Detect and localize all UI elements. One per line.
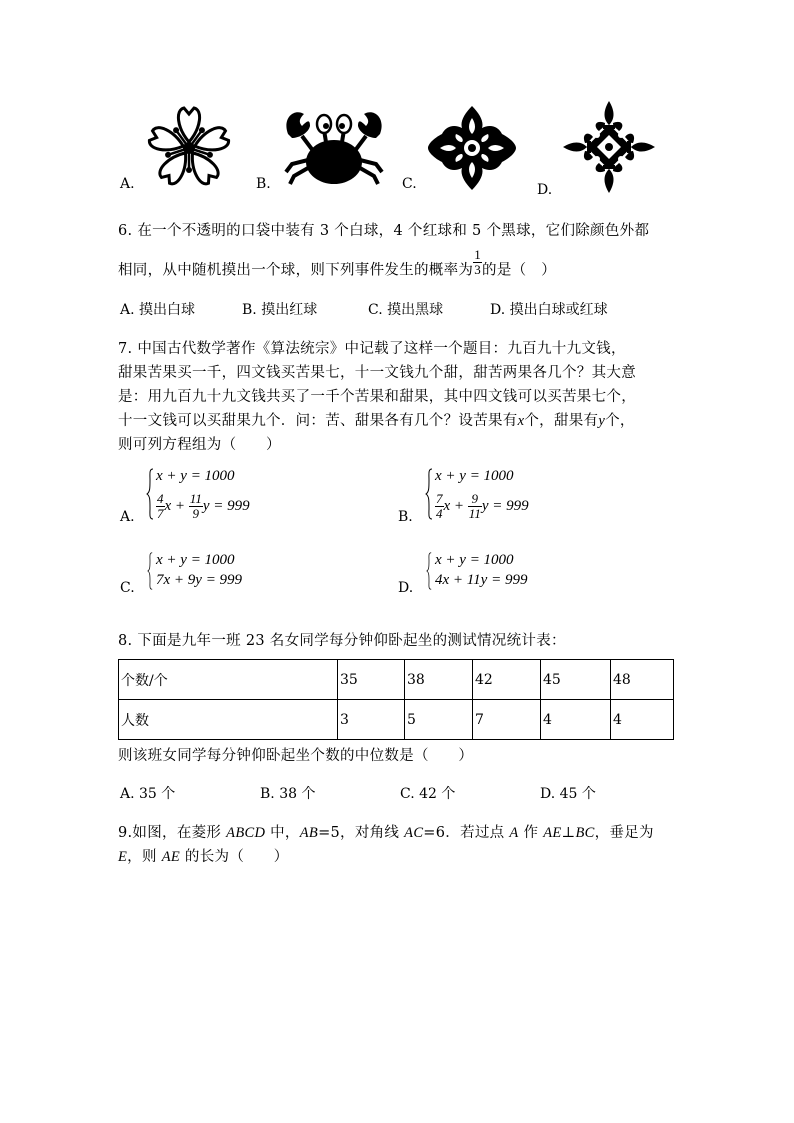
q7-b-frac1-den: 4: [436, 506, 443, 521]
q7-var-y: y: [598, 413, 606, 429]
q7-a-eq2: [156, 492, 250, 521]
q6-option-d: D. 摸出白球或红球: [490, 302, 608, 318]
table-cell: 3: [338, 700, 405, 740]
q7-d-eq2: 4x + 11y = 999: [435, 572, 528, 588]
table-row: [119, 660, 674, 700]
q6-option-b: B. 摸出红球: [242, 302, 318, 318]
q7-b-eq1: x + y = 1000: [435, 468, 514, 484]
q8-option-d: D. 45 个: [540, 786, 596, 802]
q9-ae: AE: [543, 825, 562, 841]
brace-icon: [146, 552, 154, 590]
q6-frac-num: 1: [474, 247, 482, 262]
q7-line2: 甜果苦果买一千，四文钱买苦果七，十一文钱九个甜，甜苦两果各几个？其大意: [118, 365, 636, 381]
q5-option-b-label: B.: [256, 176, 271, 192]
q7-line4-a: 十一文钱可以买甜果九个．问：苦、甜果各有几个？设苦果有: [118, 413, 518, 429]
crab-icon: [282, 106, 386, 188]
q8-question: 则该班女同学每分钟仰卧起坐个数的中位数是（ ）: [118, 748, 474, 764]
brace-icon: [146, 468, 154, 520]
q9-e: E: [118, 849, 128, 865]
q9-text: 9.如图，在菱形: [118, 825, 227, 841]
q9-perp: ⊥: [561, 825, 576, 841]
q9-text: =5，对角线: [318, 825, 405, 841]
q7-option-c-label: C.: [120, 580, 135, 596]
q9-ab: AB: [299, 825, 319, 841]
table-cell: 48: [611, 660, 674, 700]
q7-a-eq1: x + y = 1000: [156, 468, 235, 484]
q7-option-d-label: D.: [398, 580, 414, 596]
q9-text: 的长为（ ）: [180, 849, 289, 865]
q6-line1: 6. 在一个不透明的口袋中装有 3 个白球，4 个红球和 5 个黑球，它们除颜色外都: [118, 223, 650, 239]
q6-probability-fraction: [473, 248, 482, 277]
q6-line2-before: 相同，从中随机摸出一个球，则下列事件发生的概率为: [118, 262, 474, 279]
q6-option-a: A. 摸出白球: [120, 302, 196, 318]
ornament-pattern-icon: [426, 104, 518, 192]
q7-a-frac1: [156, 492, 165, 521]
q7-a-frac1-num: 4: [157, 491, 164, 506]
q7-var-x: x: [517, 413, 525, 429]
q8-stat-table: [118, 659, 674, 740]
q7-a-frac2: [189, 492, 203, 521]
q5-option-c-label: C.: [402, 176, 417, 192]
q7-b-eq2: [435, 492, 529, 521]
table-cell: 4: [611, 700, 674, 740]
q7-option-c-system: [146, 552, 256, 592]
q7-b-frac2-den: 11: [468, 506, 481, 521]
table-cell: 38: [405, 660, 473, 700]
q7-d-eq1: x + y = 1000: [435, 552, 514, 568]
table-cell: 35: [338, 660, 405, 700]
q6-option-c: C. 摸出黑球: [368, 302, 444, 318]
q9-abcd: ABCD: [226, 825, 266, 841]
brace-icon: [425, 468, 433, 520]
q7-line3: 是：用九百九十九文钱共买了一千个苦果和甜果，其中四文钱可以买苦果七个，: [118, 389, 636, 405]
q7-b-frac1: [435, 492, 444, 521]
q9-text: ，则: [127, 849, 162, 865]
table-cell: 人数: [119, 700, 338, 740]
q7-line1: 7. 中国古代数学著作《算法统宗》中记载了这样一个题目：九百九十九文钱，: [118, 341, 626, 357]
q6-line2-after: 的是（ ）: [482, 262, 557, 279]
q8-option-b: B. 38 个: [260, 786, 316, 802]
q7-option-b-label: B.: [398, 509, 413, 525]
q9-text: ，垂足为: [594, 825, 654, 841]
fleur-de-lis-cross-icon: [562, 100, 656, 194]
table-cell: 4: [541, 700, 611, 740]
q9-a: A: [509, 825, 519, 841]
table-cell: 5: [405, 700, 473, 740]
table-cell: 42: [473, 660, 541, 700]
q7-line4-b: 个，甜果有: [524, 413, 599, 429]
q7-c-eq2: 7x + 9y = 999: [156, 572, 243, 588]
q8-option-a: A. 35 个: [120, 786, 176, 802]
q9-ae2: AE: [161, 849, 181, 865]
sakura-flower-icon: [140, 104, 238, 190]
q8-option-c: C. 42 个: [400, 786, 456, 802]
q7-c-eq1: x + y = 1000: [156, 552, 235, 568]
q7-line4-c: 个，: [605, 413, 635, 429]
q7-option-a-system: [146, 468, 276, 524]
q7-b-frac2-num: 9: [468, 492, 482, 507]
q7-option-d-system: [425, 552, 545, 592]
q7-b-end: y = 999: [481, 497, 529, 514]
q7-a-frac2-den: 9: [192, 506, 200, 521]
table-cell: 7: [473, 700, 541, 740]
q5-option-d-label: D.: [537, 182, 553, 198]
table-cell: 个数/个: [119, 660, 338, 700]
q7-a-frac2-num: 11: [189, 491, 202, 506]
q6-frac-den: 3: [474, 262, 482, 277]
q9-line2: [118, 845, 289, 866]
q7-option-a-label: A.: [120, 509, 135, 525]
table-row: [119, 700, 674, 740]
q7-b-frac1-num: 7: [436, 491, 443, 506]
q9-text: =6．若过点: [423, 825, 510, 841]
q9-ac: AC: [404, 825, 424, 841]
q7-line5: 则可列方程组为（ ）: [118, 437, 281, 453]
q9-text: 作: [518, 825, 544, 841]
q9-text: 中，: [265, 825, 300, 841]
q7-a-mid: x +: [164, 497, 186, 514]
q7-a-end: y = 999: [202, 497, 250, 514]
q7-line4: [118, 409, 635, 430]
q7-b-frac2: [468, 492, 482, 521]
q5-option-a-label: A.: [120, 176, 135, 192]
q8-intro: 8. 下面是九年一班 23 名女同学每分钟仰卧起坐的测试情况统计表：: [118, 633, 566, 649]
q6-line2: [118, 247, 557, 285]
q7-b-mid: x +: [443, 497, 465, 514]
q9-line1: [118, 821, 654, 842]
q7-a-frac1-den: 7: [157, 506, 164, 521]
brace-icon: [425, 552, 433, 590]
q7-option-b-system: [425, 468, 555, 524]
table-cell: 45: [541, 660, 611, 700]
q9-bc: BC: [575, 825, 595, 841]
